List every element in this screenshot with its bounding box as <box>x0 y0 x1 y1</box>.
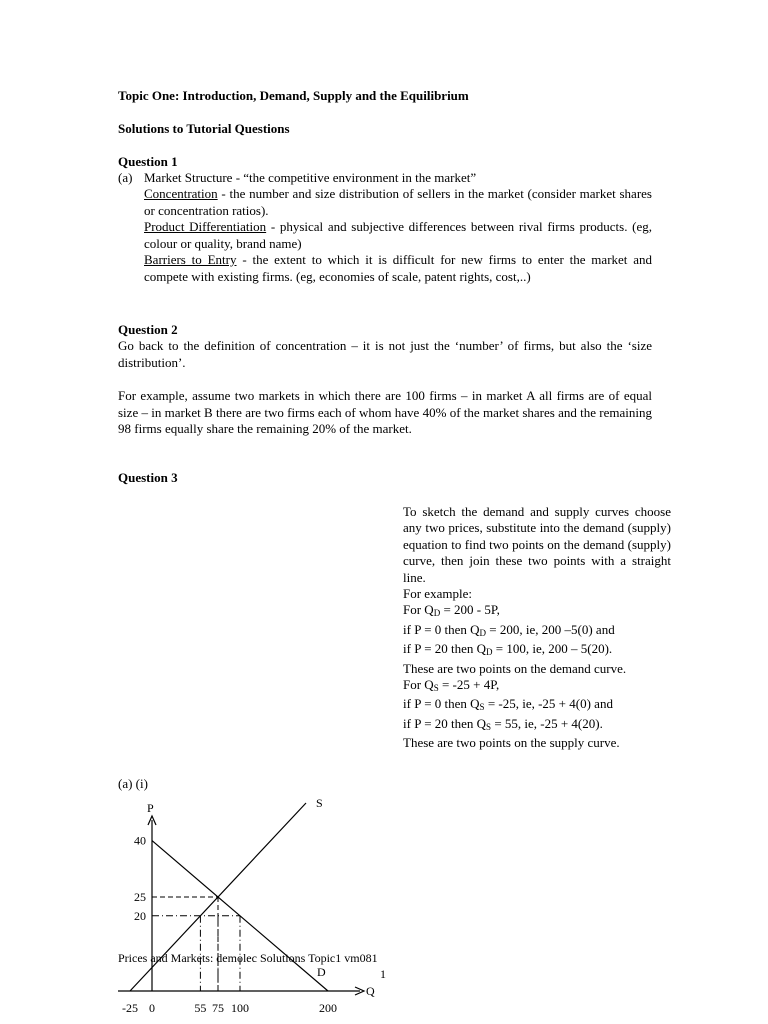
q3-line-supply-summary: These are two points on the supply curve. <box>403 735 620 751</box>
q3-line-demand-p20: if P = 20 then $Q_D = 100$, ie, 200 – 5(20). <box>403 641 613 658</box>
x-tick-55: 55 <box>194 1001 207 1015</box>
barriers-term: Barriers to Entry <box>144 252 237 267</box>
footer-text: Prices and Markets: demolec Solutions Topic1 vm081 <box>118 951 378 965</box>
q3-line-supply-p0: if P = 0 then $Q_S = -25$, ie, -25 + 4(0) and <box>403 696 613 713</box>
q3-line-demand-p0: if P = 0 then $Q_D = 200$, ie, 200 –5(0) and <box>403 621 615 638</box>
q3-line-example: For example: <box>403 586 472 602</box>
q1-concentration <box>144 186 652 219</box>
concentration-definition: - the number and size distribution of sellers in the market (consider market shares or concentration ratios). <box>144 186 652 218</box>
q1-part-a-label: (a) <box>118 170 133 185</box>
q3-explanation <box>403 504 671 752</box>
x-tick-75: 75 <box>212 1001 224 1015</box>
q3-intro: To sketch the demand and supply curves choose any two prices, substitute into the demand (supply) equation to find two points on the demand (supply) curve, then join these two points with a straight line. <box>403 504 671 585</box>
product-term: Product Differentiation <box>144 219 267 234</box>
q3-line-supply-eq: For $Q_S = -25 + 4P$, <box>403 677 500 694</box>
y-tick-40: 40 <box>134 833 146 848</box>
q3-line-demand-eq: For $Q_D = 200 - 5P$, <box>403 602 500 619</box>
question-2-heading: Question 2 <box>118 322 178 337</box>
y-tick-25: 25 <box>134 890 146 904</box>
demand-label: D <box>317 965 326 979</box>
page-subtitle: Solutions to Tutorial Questions <box>118 121 290 136</box>
x-tick-100: 100 <box>231 1001 249 1015</box>
q-axis-label: Q <box>366 984 375 998</box>
p-axis-label: P <box>147 801 154 815</box>
q3-line-supply-p20: if P = 20 then $Q_S = 55$, ie, -25 + 4(20). <box>403 715 603 732</box>
q2-paragraph-1: Go back to the definition of concentration – it is not just the ‘number’ of firms, but also the ‘size distribution’. <box>118 338 652 370</box>
y-tick-20: 20 <box>134 908 146 923</box>
q1-barriers-to-entry <box>144 252 652 285</box>
supply-demand-chart <box>0 790 420 1024</box>
q2-paragraph-2: For example, assume two markets in which there are 100 firms – in market A all firms are of equal size – in market B there are two firms each of whom have 40% of the market shares and the remaining 98 firms equally share the remaining 20% of the market. <box>118 388 652 436</box>
x-tick-200: 200 <box>319 1001 337 1015</box>
q3-line-demand-summary: These are two points on the demand curve. <box>403 660 627 676</box>
page-title: Topic One: Introduction, Demand, Supply and the Equilibrium <box>118 88 469 103</box>
q1-product-differentiation <box>144 219 652 252</box>
q1-market-structure: Market Structure - “the competitive environment in the market” <box>144 170 477 185</box>
question-1-heading: Question 1 <box>118 154 178 169</box>
x-tick-neg25: -25 <box>122 1001 138 1015</box>
concentration-term: Concentration <box>144 186 218 201</box>
page-number: 1 <box>380 967 386 981</box>
question-3-heading: Question 3 <box>118 470 178 485</box>
q3-part-label: (a) (i) <box>118 776 148 791</box>
supply-label: S <box>316 796 323 810</box>
x-tick-0: 0 <box>149 1001 155 1015</box>
barriers-definition: - the extent to which it is difficult for new firms to enter the market and compete with existing firms. (eg, economies of scale, patent rights, cost,..) <box>144 252 652 284</box>
product-definition: - physical and subjective differences between rival firms products. (eg, colour or quality, brand name) <box>144 219 653 251</box>
